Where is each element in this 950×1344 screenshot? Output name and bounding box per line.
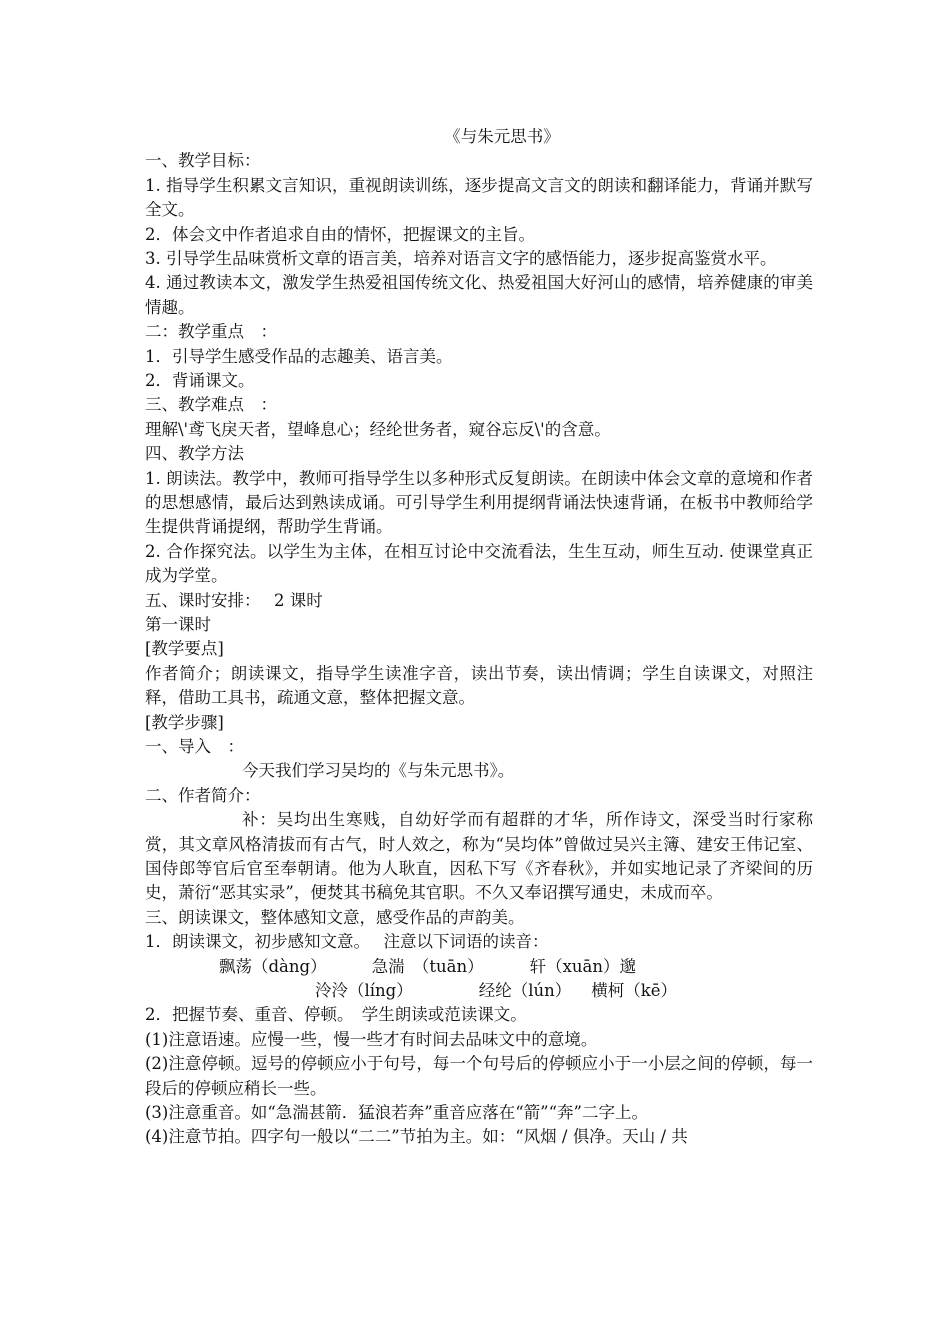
method-item: 1. 朗读法。教学中，教师可指导学生以多种形式反复朗读。在朗读中体会文章的意境和作者的思想感情，最后达到熟读成诵。可引导学生利用提纲背诵法快速背诵，在板书中教师给学生提供背诵提纲，帮助学生背诵。 — [145, 468, 813, 537]
reading-note: (3)注意重音。如“急湍甚箭．猛浪若奔”重音应落在“箭”“奔”二字上。 — [145, 1102, 648, 1122]
reading-note: (1)注意语速。应慢一些，慢一些才有时间去品味文中的意境。 — [145, 1029, 598, 1049]
objective-item: 4. 通过教读本文，激发学生热爱祖国传统文化、热爱祖国大好河山的感情，培养健康的审美情趣。 — [145, 273, 813, 317]
step-heading-reading: 三、朗读课文，整体感知文意，感受作品的声韵美。 — [145, 907, 525, 927]
section-heading-methods: 四、教学方法 — [145, 444, 244, 464]
pronunciation-word: 飘荡（dàng） — [219, 956, 327, 976]
teaching-points-text: 作者简介；朗读课文，指导学生读准字音，读出节奏，读出情调；学生自读课文，对照注释，借助工具书，疏通文意，整体把握文意。 — [145, 663, 813, 708]
objective-item: 3. 引导学生品味赏析文章的语言美，培养对语言文字的感悟能力，逐步捉高鉴赏水平。 — [145, 248, 777, 268]
pronunciation-word: 急湍 （tuān） — [371, 956, 484, 976]
pronunciation-word: 泠泠（líng） — [315, 980, 413, 1000]
document-page — [145, 125, 813, 1150]
step-heading-intro: 一、导入 ： — [145, 736, 244, 756]
intro-text: 今天我们学习吴均的《与朱元思书》。 — [242, 761, 515, 781]
section-heading-key-points: 二：教学重点 ： — [145, 322, 277, 342]
pronunciation-word: 经纶（lún） — [478, 980, 572, 1000]
reading-item: 2．把握节奏、重音、停顿。 学生朗读或范读课文。 — [145, 1005, 527, 1025]
objective-item: 2．体会文中作者追求自由的情怀，把握课文的主旨。 — [145, 224, 535, 244]
key-point-item: 2．背诵课文。 — [145, 370, 255, 390]
method-item: 2. 合作探究法。以学生为主体，在相互讨论中交流看法，生生互动，师生互动. 使课堂真正成为学堂。 — [145, 541, 813, 586]
document-title: 《与朱元思书》 — [444, 127, 560, 146]
section-heading-difficulties: 三、教学难点 ： — [145, 395, 277, 415]
reading-item: 1．朗读课文，初步感知文意。 注意以下词语的读音： — [145, 932, 549, 952]
section-heading-schedule: 五、课时安排： 2 课时 — [145, 590, 323, 610]
objective-item: 1. 指导学生积累文言知识，重视朗读训练，逐步提高文言文的朗读和翻译能力，背诵并默写全文。 — [145, 175, 813, 220]
teaching-steps-heading: [教学步骤] — [145, 712, 224, 732]
pronunciation-word: 横柯（kē） — [591, 980, 678, 1000]
lesson-heading: 第一课时 — [145, 614, 211, 634]
key-point-item: 1．引导学生感受作品的志趣美、语言美。 — [145, 346, 453, 366]
difficulty-text: 理解\'鸢飞戾天者，望峰息心；经纶世务者，窥谷忘反\'的含意。 — [145, 419, 611, 439]
teaching-points-heading: [教学要点] — [145, 639, 224, 659]
pronunciation-word: 轩（xuān）邈 — [529, 956, 636, 976]
section-heading-objectives: 一、教学目标： — [145, 151, 261, 171]
reading-note: (4)注意节拍。四字句一般以“二二”节拍为主。如：“风烟 / 俱净。天山 / 共 — [145, 1127, 688, 1147]
reading-note: (2)注意停顿。逗号的停顿应小于句号，每一个句号后的停顿应小于一小层之间的停顿，每一段后的停顿应稍长一些。 — [145, 1054, 813, 1098]
author-text: 补：吴均出生寒贱，自幼好学而有超群的才华，所作诗文，深受当时行家称赏，其文章风格清拔而有古气，时人效之，称为“吴均体”曾做过吴兴主簿、建安王伟记室、国侍郎等官后官至奉朝请。他为人耿直，因私下写《齐春秋》，并如实地记录了齐梁间的历史，萧衍“恶其实录”，便焚其书稿免其官职。不久又奉诏撰写通史，未成而卒。 — [145, 810, 813, 903]
step-heading-author: 二、作者简介： — [145, 785, 261, 805]
pronunciation-row — [145, 979, 813, 1003]
pronunciation-row — [145, 955, 813, 979]
